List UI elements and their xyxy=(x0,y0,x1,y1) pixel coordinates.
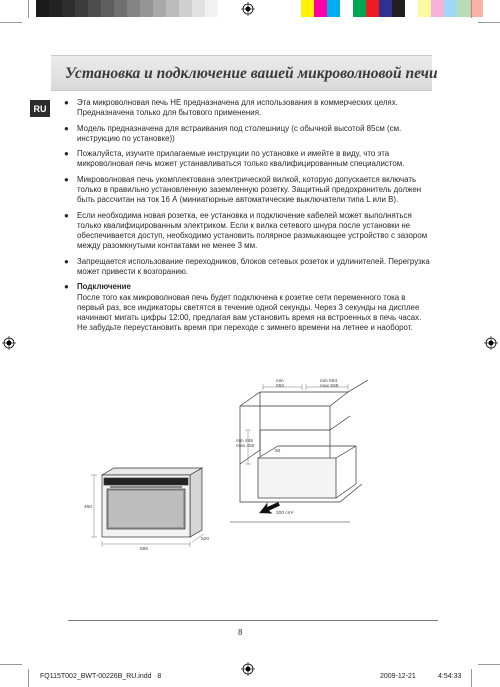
registration-mark-icon xyxy=(241,662,255,676)
bullet-icon: ● xyxy=(64,149,69,159)
vent-area-label: 200 cm² xyxy=(276,511,294,516)
color-swatch xyxy=(179,0,192,17)
instruction-text: Модель предназначена для встраивания под столешницу (с обычной высотой 85см (см. инструкцию по установке)) xyxy=(77,123,402,143)
crop-mark xyxy=(471,0,472,18)
color-swatch xyxy=(75,0,88,17)
oven-height-label: 460 xyxy=(84,505,93,510)
color-swatch xyxy=(353,0,366,17)
slug-time: 4:54:33 xyxy=(438,673,462,680)
page-title: Установка и подключение вашей микроволновой печи xyxy=(65,65,438,82)
grey-calibration-strip xyxy=(36,0,231,17)
oven-drawing xyxy=(102,468,202,537)
color-swatch xyxy=(301,0,314,17)
cabinet-dim-min-564: min 564 xyxy=(320,379,338,384)
registration-mark-icon xyxy=(484,336,498,350)
instruction-list xyxy=(64,98,432,338)
color-swatch xyxy=(314,0,327,17)
page-number: 8 xyxy=(238,628,243,637)
cabinet-dim-max-568: max 568 xyxy=(320,384,339,389)
instruction-text: Запрещается использование переходников, блоков сетевых розеток и удлинителей. Перегрузка может привести к возгоранию. xyxy=(77,256,430,276)
footer-rule xyxy=(68,620,438,621)
instruction-item xyxy=(64,124,432,144)
crop-mark xyxy=(0,22,22,23)
color-swatch xyxy=(366,0,379,17)
color-swatch xyxy=(192,0,205,17)
cabinet-drawing xyxy=(230,380,368,522)
instruction-item xyxy=(64,211,432,251)
color-swatch xyxy=(444,0,457,17)
instruction-text: Пожалуйста, изучите прилагаемые инструкции по установке и имейте в виду, что эта микроволновая печь может устанавливаться только квалифицированным специалистом. xyxy=(77,149,405,169)
cabinet-dim-min-label: min xyxy=(276,379,284,384)
bullet-icon: ● xyxy=(64,210,69,220)
crop-mark xyxy=(478,664,500,665)
cabinet-dim-550: 550 xyxy=(276,384,285,389)
crop-mark xyxy=(478,22,500,23)
color-calibration-strip xyxy=(301,0,483,17)
color-swatch xyxy=(327,0,340,17)
color-swatch xyxy=(379,0,392,17)
registration-mark-icon xyxy=(241,2,255,16)
color-swatch xyxy=(405,0,418,17)
instruction-text: Если необходима новая розетка, ее установка и подключение кабелей может выполняться только квалифицированным электриком. Если к вилка сетевого шнура после установки не обеспечивается доступ, необходимо установить полярное размыкающее устройство с зазором между разомкнутыми контактами не менее 3 мм. xyxy=(77,210,428,251)
color-swatch xyxy=(101,0,114,17)
color-swatch xyxy=(431,0,444,17)
registration-mark-icon xyxy=(2,336,16,350)
instruction-text: После того как микроволновая печь будет подключена к розетке сети переменного тока в первый раз, все индикаторы светятся в течение одной секунды. Через 3 секунды на дисплее начинают мигать цифры 12:00, предлагая вам установить время на встроенных в печь часах. Не забудьте переустановить время при переходе с зимнего времени на летнее и наоборот. xyxy=(77,292,422,332)
cabinet-dim-50: 50 xyxy=(275,449,281,454)
instruction-item xyxy=(64,282,432,332)
bullet-icon: ● xyxy=(64,282,69,292)
crop-mark xyxy=(28,669,29,687)
instruction-item xyxy=(64,175,432,205)
color-swatch xyxy=(166,0,179,17)
color-swatch xyxy=(127,0,140,17)
cabinet-dim-max-450: max 450 xyxy=(236,444,255,449)
color-swatch xyxy=(140,0,153,17)
color-swatch xyxy=(153,0,166,17)
cabinet-dim-min-446: min 446 xyxy=(236,439,254,444)
instruction-item xyxy=(64,149,432,169)
language-tab: RU xyxy=(30,100,50,117)
oven-depth-label: 520 xyxy=(201,537,210,542)
color-swatch xyxy=(114,0,127,17)
instruction-subtitle: Подключение xyxy=(77,282,131,292)
color-swatch xyxy=(88,0,101,17)
instruction-text: Эта микроволновая печь НЕ предназначена для использования в коммерческих целях. Предназначена только для бытового применения. xyxy=(77,98,398,118)
color-swatch xyxy=(36,0,49,17)
slug-file-name: FQ115T002_BWT-00226B_RU.indd 8 xyxy=(40,673,162,680)
color-swatch xyxy=(457,0,470,17)
section-header-banner xyxy=(51,55,438,91)
bullet-icon: ● xyxy=(64,256,69,266)
color-swatch xyxy=(392,0,405,17)
color-swatch xyxy=(340,0,353,17)
instruction-item xyxy=(64,98,432,118)
instruction-item xyxy=(64,257,432,277)
color-swatch xyxy=(49,0,62,17)
slug-date: 2009-12-21 xyxy=(380,673,416,680)
bullet-icon: ● xyxy=(64,175,69,185)
bullet-icon: ● xyxy=(64,123,69,133)
installation-diagram xyxy=(80,372,380,552)
color-swatch xyxy=(418,0,431,17)
oven-width-label: 595 xyxy=(140,547,149,552)
crop-mark xyxy=(471,669,472,687)
color-swatch xyxy=(205,0,218,17)
crop-mark xyxy=(28,0,29,18)
instruction-text: Микроволновая печь укомплектована электрической вилкой, которую допускается включать только в правильно установленную заземленную розетку. Защитный предохранитель должен быть рассчитан на ток 16 А (миниатюрные автоматические выключатели типа L или B). xyxy=(77,175,422,205)
crop-mark xyxy=(0,664,22,665)
color-swatch xyxy=(62,0,75,17)
color-swatch xyxy=(218,0,231,17)
bullet-icon: ● xyxy=(64,98,69,107)
